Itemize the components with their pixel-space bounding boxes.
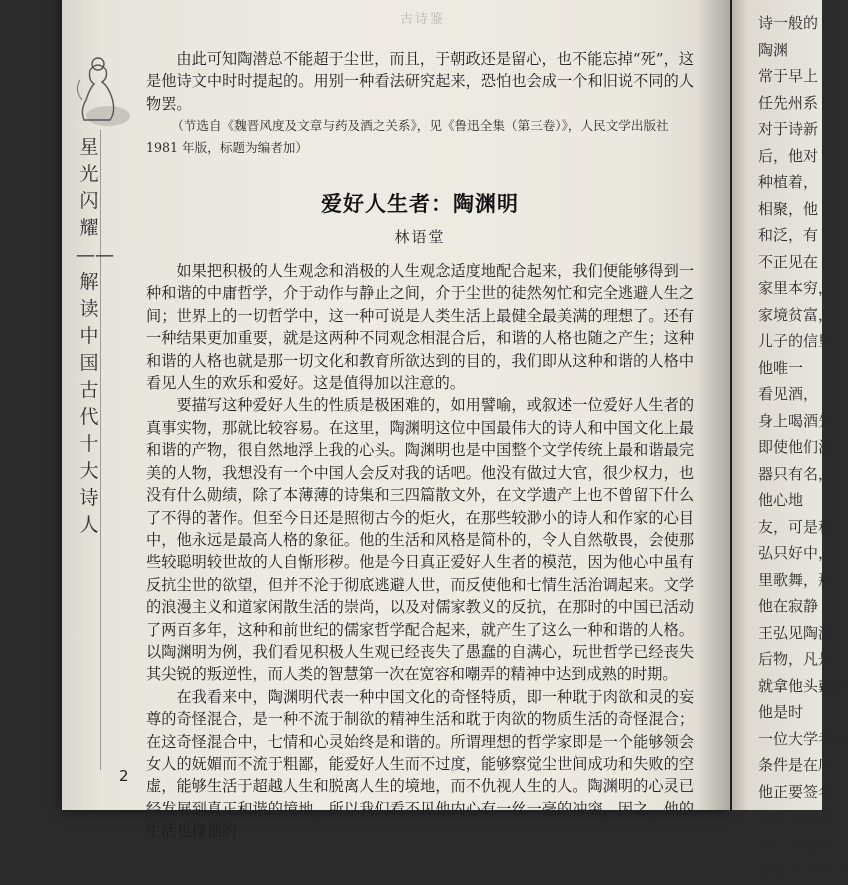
poet-figure-icon (68, 50, 132, 130)
facing-page-line: 任先州系 (758, 93, 819, 112)
facing-page-line: 家里本穷， (758, 279, 834, 297)
article-title: 爱好人生者：陶渊明 (321, 192, 519, 217)
facing-page-line: 就拿他头戴的 (758, 676, 848, 695)
facing-page (732, 0, 848, 880)
facing-page-line: 对于诗新 (758, 120, 819, 138)
facing-page-text (758, 10, 848, 885)
facing-page-line: 那位方大曾立 (758, 862, 848, 880)
facing-page-line: 诗一般的 (758, 14, 819, 32)
facing-page-line: 家境贫富， (758, 305, 834, 324)
facing-page-line: 弘只好中， (758, 544, 834, 562)
article-author: 林语堂 (394, 227, 446, 246)
series-title: 星光闪耀——解读中国古代十大诗人 (76, 136, 114, 536)
facing-page-line: 不正见在 (758, 252, 819, 271)
facing-page-line: 他是时 (758, 703, 804, 721)
facing-page-line: 他心地 (758, 491, 804, 509)
facing-page-line: 陶渊 (758, 40, 789, 59)
facing-page-line: 他正要签名 (758, 782, 834, 801)
intro-paragraph: 由此可知陶潜总不能超于尘世，而且，于朝政还是留心，也不能忘掉“死”，这是他诗文中时时提起的。用别一种看法研究起来，恐怕也会成一个和旧说不同的人物罢。 (146, 50, 694, 113)
facing-page-line: 友，可是和 (758, 517, 834, 536)
facing-page-line: 里歌舞，那 (758, 570, 834, 589)
facing-page-line: 一位大学者所 (758, 729, 848, 748)
facing-page-line: 器只有名， (758, 464, 834, 483)
facing-page-line: 后物，凡是主 (758, 650, 848, 668)
facing-page-line: 即使他们没 (758, 438, 834, 456)
citation: （节选自《魏晋风度及文章与药及酒之关系》，见《鲁迅全集（第三卷）》，人民文学出版社 1981 年版，标题为编者加） (146, 118, 669, 156)
facing-page-line: 相聚，他 (758, 199, 819, 218)
main-text (146, 48, 694, 843)
facing-page-line: 看见酒， (758, 385, 819, 403)
facing-page-line: 身上喝酒先 (758, 411, 834, 430)
body-paragraph-2: 要描写这种爱好人生的性质是极困难的，如用譬喻，或叙述一位爱好人生者的真事实物，那就比较容易。在这里，陶渊明这位中国最伟大的诗人和中国文化上最和谐的产物，很自然地浮上我的心头。陶渊明也是中国整个文学传统上最和谐最完美的人物，我想没有一个中国人会反对我的话吧。他没有做过大官，很少权力，也没有什么勋绩，除了本薄薄的诗集和三四篇散文外，在文学遗产上也不曾留下什么了不得的著作。但至今日还是照彻古今的炬火，在那些较渺小的诗人和作家的心目中，他永远是最高人格的象征。他的生活和风格是简朴的，令人自然敬畏，会使那些较聪明较世故的人自惭形秽。他是今日真正爱好人生者的模范，因为他心中虽有反抗尘世的欲望，但并不沦于彻底逃避人世，而反使他和七情生活治调起来。文学的浪漫主义和道家闲散生活的崇尚，以及对儒家教义的反抗，在那时的中国已活动了两百多年，这种和前世纪的儒家哲学配合起来，就产生了这么一种和谐的人格。以陶渊明为例，我们看见积极人生观已经丧失了愚蠢的自满心，玩世哲学已经丧失其尖锐的叛逆性，而人类的智慧第一次在宽容和嘲弄的精神中达到成熟的时期。 (146, 396, 694, 684)
body-paragraph-1: 如果把积极的人生观念和消极的人生观念适度地配合起来，我们便能够得到一种和谐的中庸哲学，介于动作与静止之间，介于尘世的徒然匆忙和完全逃避人生之间；世界上的一切哲学中，这一种可说是人类生活上最健全最美满的理想了。还有一种结果更加重要，就是这两种不同观念相混合后，和谐的人格也随之产生；这种和谐的人格也就是那一切文化和教育所欲达到的目的，我们即从这种和谐的人格中看见人生的欢乐和爱好。这是值得加以注意的。 (146, 262, 694, 393)
facing-page-line: 他在寂静 (758, 597, 819, 615)
gutter-shadow (696, 0, 730, 810)
facing-page-line: 种植着， (758, 173, 819, 191)
facing-page-line: 和泛，有 (758, 226, 819, 244)
facing-page-line: 常于早上 (758, 67, 819, 85)
facing-page-line: 可是不再其门 (758, 809, 848, 827)
body-paragraph-3: 在我看来中，陶渊明代表一种中国文化的奇怪特质，即一种耽于肉欲和灵的妄尊的奇怪混合，是一种不流于制欲的精神生活和耽于肉欲的物质生活的奇怪混合；在这奇怪混合中，七情和心灵始终是和谐的。所谓理想的哲学家即是一个能够领会女人的妩媚而不流于粗鄙，能爱好人生而不过度，能够察觉尘世间成功和失败的空虚，能够生活于超越人生和脱离人生的境地，而不仇视人生的人。陶渊明的心灵已经发展到真正和谐的境地，所以我们看不见他内心有一丝一毫的冲突，因之，他的生活也像他的 (146, 687, 694, 841)
running-head: 古诗鉴 (400, 12, 446, 27)
facing-page-line: 王弘见陶渊 (758, 623, 834, 642)
facing-page-line: 后，他对 (758, 146, 819, 165)
facing-page-line: 条件是在席上 (758, 756, 848, 774)
facing-page-line: 他唯一 (758, 358, 804, 377)
facing-page-line: 儿子的信里 (758, 332, 834, 350)
facing-page-line: 他一起喝酒， (758, 835, 848, 854)
page-number: 2 (119, 767, 129, 785)
